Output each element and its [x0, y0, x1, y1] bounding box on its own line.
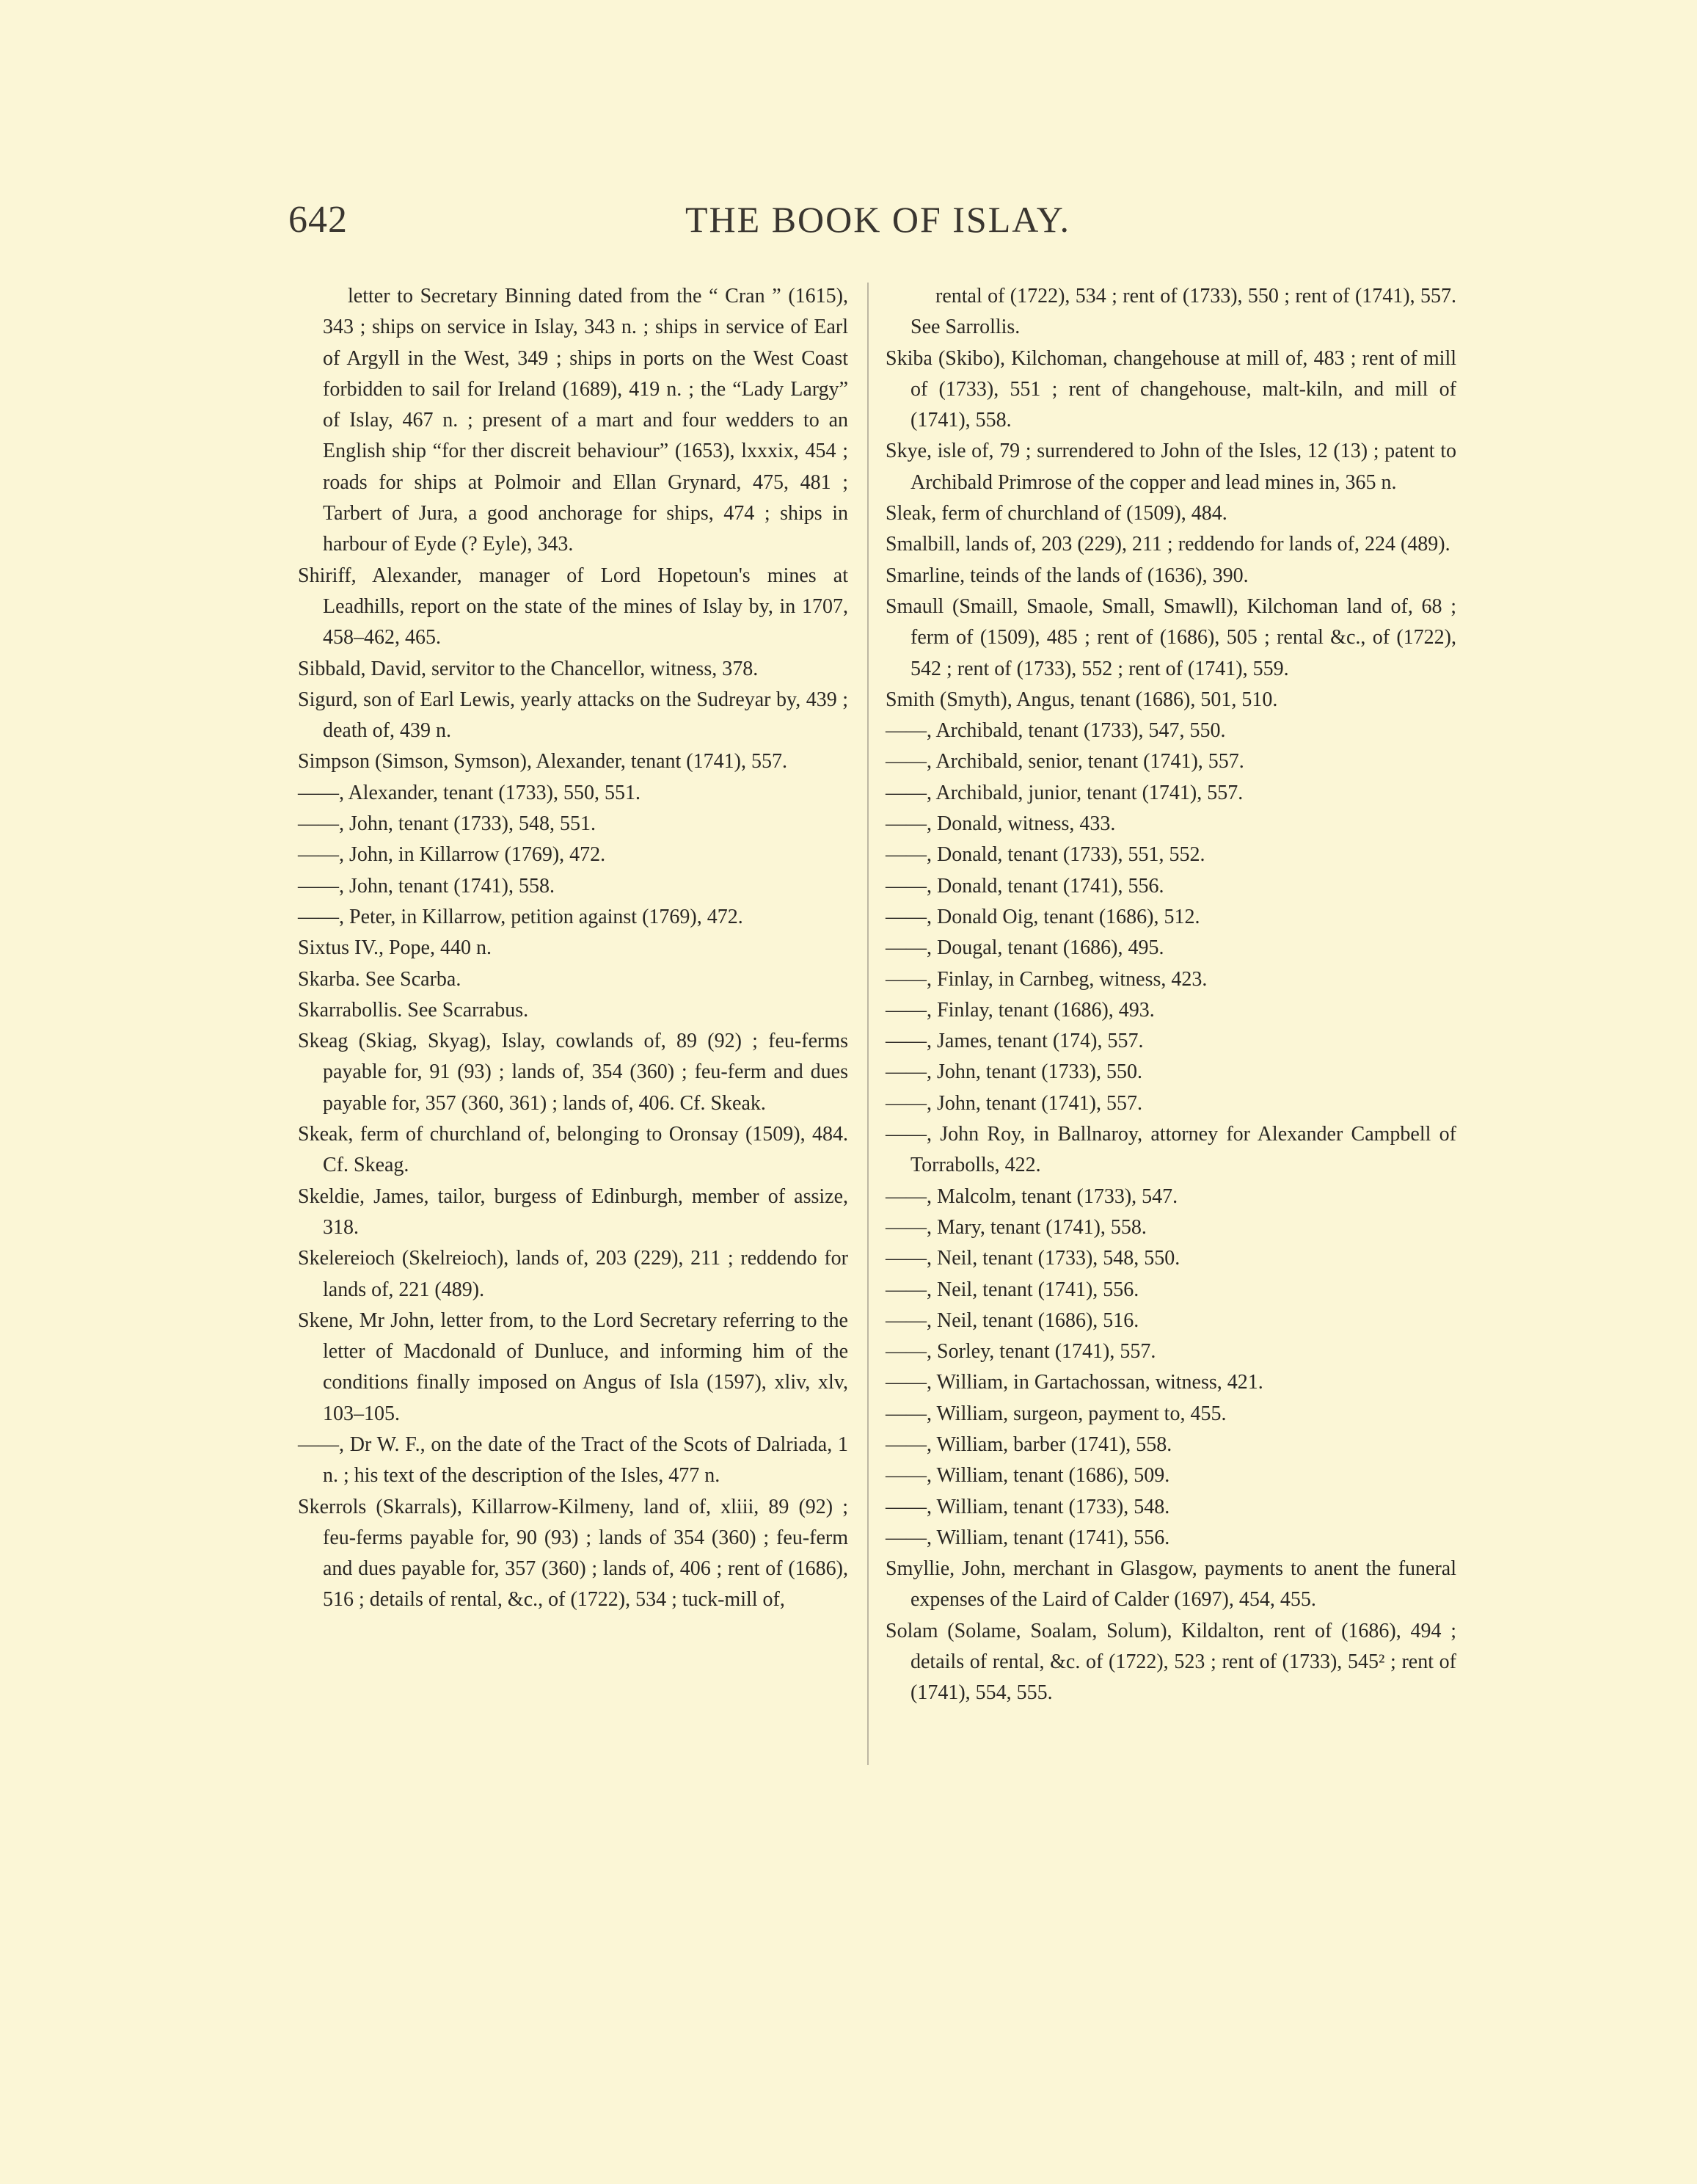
- index-entry: Skerrols (Skarrals), Killarrow-Kilmeny, land of, xliii, 89 (92) ; feu-ferms payable for, 90 (93) ; lands of 354 (360) ; feu-ferm and dues payable for, 357 (360) ; lands of, 406 ; rent of (1686), 516 ; details of rental, &c., of (1722), 534 ; tuck-mill of,: [298, 1495, 848, 1612]
- index-entry: Skeldie, James, tailor, burgess of Edinburgh, member of assize, 318.: [298, 1184, 848, 1239]
- index-entry: ——, William, tenant (1741), 556.: [886, 1526, 1170, 1549]
- index-entry: ——, Archibald, tenant (1733), 547, 550.: [886, 719, 1226, 743]
- index-entry: Skarrabollis. See Scarrabus.: [298, 998, 529, 1022]
- index-entry: ——, James, tenant (174), 557.: [886, 1030, 1144, 1053]
- index-entry: letter to Secretary Binning dated from the “ Cran ” (1615), 343 ; ships on service in Islay, 343 n. ; ships in service of Earl of Argyll in the West, 349 ; ships in ports on the West Coast forbidden to sail for Ireland (1689), 419 n. ; the “Lady Largy” of Islay, 467 n. ; present of a mart and four wedders to an English ship “for ther discreit behaviour” (1653), lxxxix, 454 ; roads for ships at Polmoir and Ellan Grynard, 475, 481 ; Tarbert of Jura, a good anchorage for ships, 474 ; ships in harbour of Eyde (? Eyle), 343.: [323, 285, 848, 556]
- index-entry: ——, Mary, tenant (1741), 558.: [886, 1215, 1147, 1239]
- index-entry: ——, William, barber (1741), 558.: [886, 1433, 1172, 1456]
- running-head: THE BOOK OF ISLAY.: [685, 199, 1070, 240]
- index-entry: ——, Donald, tenant (1741), 556.: [886, 874, 1164, 898]
- index-entry: Solam (Solame, Soalam, Solum), Kildalton, rent of (1686), 494 ; details of rental, &c. of (1722), 523 ; rent of (1733), 545² ; rent of (1741), 554, 555.: [886, 1619, 1456, 1705]
- index-entry: Skene, Mr John, letter from, to the Lord Secretary referring to the letter of Macdonald of Dunluce, and informing him of the conditions finally imposed on Angus of Isla (1597), xliv, xlv, 103–105.: [298, 1308, 848, 1425]
- index-entry: Smarline, teinds of the lands of (1636), 390.: [886, 564, 1249, 587]
- index-entry: Skarba. See Scarba.: [298, 967, 461, 991]
- index-entry: ——, John Roy, in Ballnaroy, attorney for Alexander Campbell of Torrabolls, 422.: [886, 1123, 1456, 1177]
- index-entry: Sibbald, David, servitor to the Chancellor, witness, 378.: [298, 657, 759, 680]
- index-entry: ——, Dr W. F., on the date of the Tract of the Scots of Dalriada, 1 n. ; his text of the description of the Isles, 477 n.: [298, 1433, 848, 1488]
- index-entry: ——, Neil, tenant (1686), 516.: [886, 1308, 1139, 1332]
- index-entry: ——, William, tenant (1686), 509.: [886, 1464, 1170, 1488]
- index-entry: Skeag (Skiag, Skyag), Islay, cowlands of, 89 (92) ; feu-ferms payable for, 91 (93) ; lands of, 354 (360) ; feu-ferm and dues payable for, 357 (360, 361) ; lands of, 406. Cf. Skeak.: [298, 1030, 848, 1115]
- index-entry: ——, Donald, witness, 433.: [886, 812, 1116, 836]
- index-entry: ——, William, tenant (1733), 548.: [886, 1495, 1170, 1518]
- index-entry: ——, John, tenant (1741), 557.: [886, 1091, 1142, 1115]
- index-entry: ——, Finlay, tenant (1686), 493.: [886, 998, 1155, 1022]
- index-entry: Skiba (Skibo), Kilchoman, changehouse at mill of, 483 ; rent of mill of (1733), 551 ; rent of changehouse, malt-kiln, and mill of (1741), 558.: [886, 346, 1456, 432]
- index-column-right: [886, 281, 1456, 1709]
- index-entry: ——, Donald, tenant (1733), 551, 552.: [886, 843, 1205, 867]
- index-entry: ——, Donald Oig, tenant (1686), 512.: [886, 905, 1200, 928]
- index-entry: ——, John, tenant (1741), 558.: [298, 874, 555, 898]
- index-entry: ——, Archibald, senior, tenant (1741), 557.: [886, 750, 1244, 774]
- index-entry: Sigurd, son of Earl Lewis, yearly attacks on the Sudreyar by, 439 ; death of, 439 n.: [298, 688, 848, 743]
- index-entry: ——, Malcolm, tenant (1733), 547.: [886, 1184, 1178, 1208]
- index-entry: ——, William, surgeon, payment to, 455.: [886, 1402, 1227, 1425]
- index-entry: ——, Dougal, tenant (1686), 495.: [886, 936, 1164, 960]
- index-entry: ——, Finlay, in Carnbeg, witness, 423.: [886, 967, 1208, 991]
- index-entry: ——, Peter, in Killarrow, petition against (1769), 472.: [298, 905, 743, 928]
- index-entry: Skeak, ferm of churchland of, belonging to Oronsay (1509), 484. Cf. Skeag.: [298, 1123, 848, 1177]
- index-entry: Smyllie, John, merchant in Glasgow, payments to anent the funeral expenses of the Laird of Calder (1697), 454, 455.: [886, 1557, 1456, 1612]
- index-entry: ——, William, in Gartachossan, witness, 421.: [886, 1371, 1263, 1394]
- index-entry: Skelereioch (Skelreioch), lands of, 203 (229), 211 ; reddendo for lands of, 221 (489).: [298, 1247, 848, 1301]
- index-column-left: [298, 281, 848, 1616]
- index-entry: Sixtus IV., Pope, 440 n.: [298, 936, 492, 960]
- index-entry: Smith (Smyth), Angus, tenant (1686), 501, 510.: [886, 688, 1278, 711]
- page-number: 642: [288, 199, 348, 241]
- index-entry: ——, Neil, tenant (1741), 556.: [886, 1278, 1139, 1301]
- index-entry: Shiriff, Alexander, manager of Lord Hopetoun's mines at Leadhills, report on the state of the mines of Islay by, in 1707, 458–462, 465.: [298, 564, 848, 649]
- index-entry: Simpson (Simson, Symson), Alexander, tenant (1741), 557.: [298, 750, 787, 774]
- index-entry: rental of (1722), 534 ; rent of (1733), 550 ; rent of (1741), 557. See Sarrollis.: [910, 285, 1456, 339]
- index-entry: Smaull (Smaill, Smaole, Small, Smawll), Kilchoman land of, 68 ; ferm of (1509), 485 ; rent of (1686), 505 ; rental &c., of (1722), 542 ; rent of (1733), 552 ; rent of (1741), 559.: [886, 594, 1456, 680]
- index-entry: ——, John, in Killarrow (1769), 472.: [298, 843, 606, 867]
- index-entry: Skye, isle of, 79 ; surrendered to John of the Isles, 12 (13) ; patent to Archibald Primrose of the copper and lead mines in, 365 n.: [886, 440, 1456, 494]
- index-entry: ——, Sorley, tenant (1741), 557.: [886, 1340, 1156, 1364]
- index-entry: ——, John, tenant (1733), 550.: [886, 1060, 1142, 1084]
- column-rule: [867, 283, 869, 1765]
- index-entry: Sleak, ferm of churchland of (1509), 484.: [886, 502, 1227, 525]
- index-entry: ——, Neil, tenant (1733), 548, 550.: [886, 1247, 1180, 1270]
- index-entry: ——, John, tenant (1733), 548, 551.: [298, 812, 596, 836]
- index-entry: ——, Alexander, tenant (1733), 550, 551.: [298, 781, 641, 804]
- index-entry: Smalbill, lands of, 203 (229), 211 ; reddendo for lands of, 224 (489).: [886, 533, 1450, 556]
- index-entry: ——, Archibald, junior, tenant (1741), 557.: [886, 781, 1244, 804]
